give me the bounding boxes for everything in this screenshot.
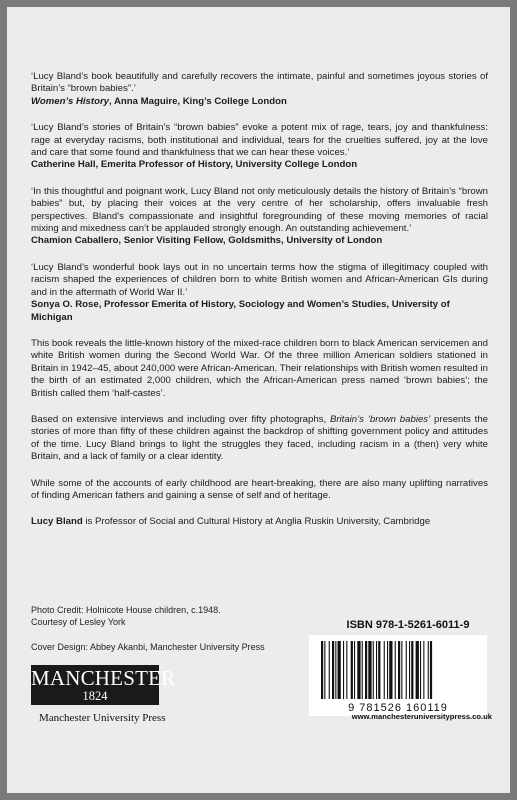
isbn: ISBN 978-1-5261-6011-9 <box>346 619 470 631</box>
barcode-bar <box>324 641 325 699</box>
author-name: Lucy Bland <box>31 516 83 528</box>
barcode-bar <box>423 641 424 699</box>
description-paragraph-3: While some of the accounts of early childhood are heart-breaking, there are also many uplifting narratives of finding American fathers and gaining a sense of self and of heritage. <box>31 477 488 501</box>
quote-attribution: Sonya O. Rose, Professor Emerita of History, Sociology and Women’s Studies, University of Michigan <box>31 299 450 323</box>
barcode-bar <box>387 641 388 699</box>
barcode-bar <box>373 641 374 699</box>
barcode-icon <box>309 635 487 716</box>
quote-text: ‘Lucy Bland’s wonderful book lays out in no uncertain terms how the stigma of illegitimacy coupled with racism shaped the experiences of children born to white British women and African-American GIs during and in the aftermath of World War II.’ <box>31 261 488 298</box>
barcode-bar <box>343 641 344 699</box>
desc2-before: Based on extensive interviews and including over fifty photographs, <box>31 413 330 425</box>
barcode-bar <box>346 641 347 699</box>
publisher-name: Manchester University Press <box>39 712 166 724</box>
barcode-bar <box>362 641 363 699</box>
quote-attribution <box>31 96 488 108</box>
barcode-bar <box>401 641 402 699</box>
barcode-bar <box>354 641 355 699</box>
review-quote-2 <box>31 122 488 172</box>
barcode-bar <box>321 641 323 699</box>
quote-source-title: Women’s History <box>31 95 110 107</box>
barcode-bar <box>357 641 360 699</box>
quote-attribution: Chamion Caballero, Senior Visiting Fellow, Goldsmiths, University of London <box>31 235 383 247</box>
barcode-bar <box>378 641 380 699</box>
barcode-bar <box>430 641 432 699</box>
review-quote-4 <box>31 262 488 324</box>
review-quote-1 <box>31 71 488 108</box>
quote-attribution: Catherine Hall, Emerita Professor of History, University College London <box>31 159 358 171</box>
desc2-after: presents the stories of more than fifty of these children against the backdrop of shifting government policy and attitudes of the time. Lucy Bland brings to light the struggles they faced, including racism in a (then) very white Britain, and a lack of family or a clear identity. <box>31 413 489 463</box>
barcode-bar <box>384 641 385 699</box>
cover-text-area <box>31 71 488 543</box>
author-bio-text: is Professor of Social and Cultural History at Anglia Ruskin University, Cambridge <box>82 516 431 528</box>
photo-credit: Photo Credit: Holnicote House children, c.1948. Courtesy of Lesley York <box>31 605 221 627</box>
barcode-bar <box>398 641 400 699</box>
quote-text: ‘In this thoughtful and poignant work, Lucy Bland not only meticulously details the history of Britain’s “brown babies” but, by placing their voices at the very centre of her scholarship, offers invaluable fresh perspectives. Bland’s compassionate and insightful foregrounding of these moving memories of racial mixing and mixedness can’t be applauded strongly enough. An outstanding achievement.’ <box>31 185 488 235</box>
book-title: Britain’s ‘brown babies’ <box>329 413 431 425</box>
barcode-bar <box>428 641 429 699</box>
barcode-bar <box>365 641 367 699</box>
publisher-website: www.manchesteruniversitypress.co.uk <box>351 712 492 721</box>
quote-text: ‘Lucy Bland’s stories of Britain’s “brown babies” evoke a potent mix of rage, tears, joy and thankfulness: rage at everyday racisms, both institutional and individual, tears for the cruelties suffered, joy at the love and care that some found and thankfulness that we can hear these voices.’ <box>31 122 488 159</box>
barcode-bar <box>406 641 407 699</box>
barcode <box>309 635 487 716</box>
barcode-bar <box>416 641 419 699</box>
barcode-bar <box>329 641 330 699</box>
barcode-bar <box>409 641 410 699</box>
logo-line-1: MANCHESTER <box>31 666 176 690</box>
barcode-bar <box>376 641 377 699</box>
barcode-bar <box>338 641 341 699</box>
review-quote-3 <box>31 186 488 248</box>
barcode-bar <box>420 641 421 699</box>
barcode-bar <box>368 641 371 699</box>
description-paragraph-1: This book reveals the little-known history of the mixed-race children born to black American servicemen and white British women during the Second World War. Of the three million American soldiers stationed in Britain in 1942–45, about 240,000 were African-American. Their relationships with British women resulted in the birth of an estimated 2,000 children, which the African-American press named ‘brown babies’; the British called them ‘half-castes’. <box>31 337 488 399</box>
author-bio <box>31 516 488 528</box>
barcode-bar <box>411 641 413 699</box>
quote-source-author: , Anna Maguire, King’s College London <box>109 95 287 107</box>
publisher-logo <box>31 665 176 705</box>
barcode-number: 9 781526 160119 <box>348 702 448 714</box>
barcode-bar <box>395 641 396 699</box>
barcode-bar <box>332 641 334 699</box>
description-paragraph-2 <box>31 414 488 464</box>
barcode-bar <box>389 641 392 699</box>
cover-design-credit: Cover Design: Abbey Akanbi, Manchester University Press <box>31 642 265 652</box>
quote-text: ‘Lucy Bland’s book beautifully and carefully recovers the intimate, painful and sometimes joyous stories of Britain’s “brown babies”.’ <box>31 71 488 95</box>
barcode-bar <box>335 641 336 699</box>
barcode-bar <box>351 641 353 699</box>
logo-line-2: 1824 <box>82 689 108 703</box>
